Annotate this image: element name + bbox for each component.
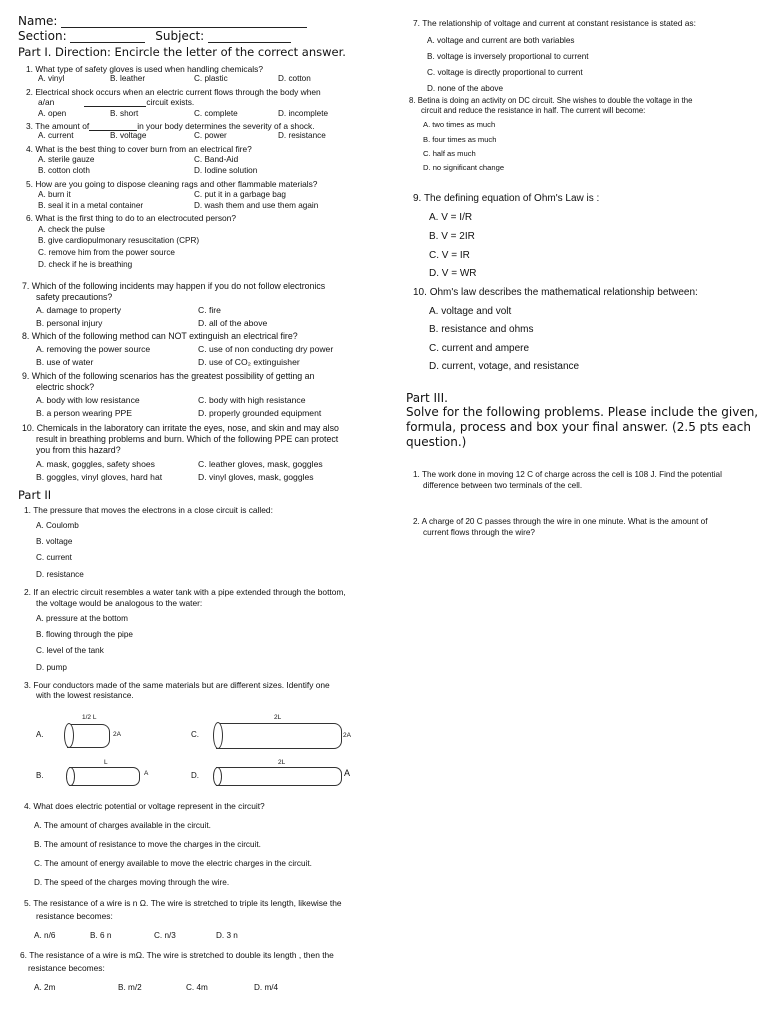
subject-label: Subject: bbox=[155, 29, 205, 43]
r-q7-opt-b[interactable]: B. voltage is inversely proportional to current bbox=[427, 52, 589, 61]
r-q9-opt-c[interactable]: C. V = IR bbox=[429, 250, 470, 261]
p2-q3-line2: with the lowest resistance. bbox=[36, 690, 134, 700]
p1-q1-opt-c[interactable]: C. plastic bbox=[194, 74, 228, 83]
p1-q4-opt-c[interactable]: C. Band-Aid bbox=[194, 155, 239, 164]
conductor-b-length: L bbox=[104, 759, 108, 766]
p2-q5-opt-a[interactable]: A. n/6 bbox=[34, 931, 56, 940]
r-q7: 7. The relationship of voltage and current at constant resistance is stated as: bbox=[413, 18, 696, 28]
p1-q3-blank[interactable] bbox=[89, 122, 137, 131]
p1-q7-opt-a[interactable]: A. damage to property bbox=[36, 305, 122, 315]
p1-q7-opt-c[interactable]: C. fire bbox=[198, 305, 221, 315]
r-q8-opt-c[interactable]: C. half as much bbox=[423, 149, 476, 158]
p3-problem-1: 1. The work done in moving 12 C of charge across the cell is 108 J. Find the potential bbox=[413, 470, 722, 479]
conductor-c-length: 2L bbox=[274, 714, 282, 721]
p2-q6: 6. The resistance of a wire is mΩ. The wire is stretched to double its length , then the bbox=[20, 950, 334, 960]
p2-q4-opt-b[interactable]: B. The amount of resistance to move the charges in the circuit. bbox=[34, 840, 261, 849]
p1-q9: 9. Which of the following scenarios has the greatest possibility of getting an bbox=[22, 371, 315, 381]
p2-q6-line2: resistance becomes: bbox=[28, 963, 105, 973]
p2-q1-opt-a[interactable]: A. Coulomb bbox=[36, 521, 79, 530]
p1-q10-opt-c[interactable]: C. leather gloves, mask, goggles bbox=[198, 459, 323, 469]
p2-q3: 3. Four conductors made of the same materials but are different sizes. Identify one bbox=[24, 680, 330, 690]
p1-q2-line2: a/an circuit exists. bbox=[38, 97, 195, 107]
p1-q2-opt-a[interactable]: A. open bbox=[38, 109, 67, 118]
p2-q5: 5. The resistance of a wire is n Ω. The wire is stretched to triple its length, likewise the bbox=[24, 898, 342, 908]
p2-q1: 1. The pressure that moves the electrons in a close circuit is called: bbox=[24, 505, 273, 515]
r-q7-opt-a[interactable]: A. voltage and current are both variables bbox=[427, 36, 575, 45]
conductor-a-letter[interactable]: A. bbox=[36, 730, 44, 739]
p1-q8-opt-b[interactable]: B. use of water bbox=[36, 357, 94, 367]
p1-q8: 8. Which of the following method can NOT extinguish an electrical fire? bbox=[22, 331, 298, 341]
p2-q2-opt-c[interactable]: C. level of the tank bbox=[36, 646, 104, 655]
conductor-a-length: 1/2 L bbox=[82, 714, 97, 721]
p3-problem-1-line2: difference between two terminals of the cell. bbox=[423, 481, 583, 490]
part1-title: Part I. Direction: Encircle the letter of the correct answer. bbox=[18, 45, 346, 59]
section-line bbox=[18, 29, 291, 43]
p3-problem-2: 2. A charge of 20 C passes through the wire in one minute. What is the amount of bbox=[413, 517, 708, 526]
p2-q2: 2. If an electric circuit resembles a water tank with a pipe extended through the bottom, bbox=[24, 587, 346, 597]
p1-q5-opt-d[interactable]: D. wash them and use them again bbox=[194, 201, 319, 210]
p1-q8-opt-d[interactable]: D. use of CO₂ extinguisher bbox=[198, 357, 300, 367]
p1-q9-opt-b[interactable]: B. a person wearing PPE bbox=[36, 408, 133, 418]
p1-q6-opt-d[interactable]: D. check if he is breathing bbox=[38, 260, 133, 269]
conductor-a-area: 2A bbox=[113, 731, 121, 738]
name-field[interactable] bbox=[61, 17, 307, 28]
r-q10-opt-d[interactable]: D. current, votage, and resistance bbox=[429, 361, 580, 372]
conductor-d bbox=[216, 767, 342, 786]
p2-q5-line2: resistance becomes: bbox=[36, 911, 113, 921]
r-q7-opt-d[interactable]: D. none of the above bbox=[427, 84, 504, 93]
r-q10-opt-c[interactable]: C. current and ampere bbox=[429, 343, 530, 354]
p1-q10-opt-a[interactable]: A. mask, goggles, safety shoes bbox=[36, 459, 155, 469]
p2-q2-line2: the voltage would be analogous to the water: bbox=[36, 598, 203, 608]
conductor-b bbox=[69, 767, 140, 786]
conductor-c-letter[interactable]: C. bbox=[191, 730, 199, 739]
r-q8-line2: circuit and reduce the resistance in half. The current will become: bbox=[421, 106, 646, 115]
conductor-c bbox=[216, 723, 342, 749]
section-field[interactable] bbox=[70, 32, 145, 43]
p1-q7-opt-b[interactable]: B. personal injury bbox=[36, 318, 103, 328]
p2-q2-opt-b[interactable]: B. flowing through the pipe bbox=[36, 630, 133, 639]
p1-q7: 7. Which of the following incidents may happen if you do not follow electronics bbox=[22, 281, 326, 291]
p1-q5-opt-c[interactable]: C. put it in a garbage bag bbox=[194, 190, 286, 199]
part3-title: Part III. bbox=[406, 391, 448, 405]
p1-q2-opt-b[interactable]: B. short bbox=[110, 109, 139, 118]
conductor-d-length: 2L bbox=[278, 759, 286, 766]
part3-instructions: Solve for the following problems. Please include the given, formula, process and box your final answer. (2.5 pts each question.) bbox=[406, 405, 759, 449]
p2-q1-opt-c[interactable]: C. current bbox=[36, 553, 72, 562]
r-q8: 8. Betina is doing an activity on DC circuit. She wishes to double the voltage in the bbox=[409, 96, 693, 105]
p2-q6-opt-c[interactable]: C. 4m bbox=[186, 983, 208, 992]
p2-q4-opt-c[interactable]: C. The amount of energy available to move the electric charges in the circuit. bbox=[34, 859, 312, 868]
p1-q9-opt-a[interactable]: A. body with low resistance bbox=[36, 395, 140, 405]
p1-q4-opt-a[interactable]: A. sterile gauze bbox=[38, 155, 95, 164]
r-q8-opt-d[interactable]: D. no significant change bbox=[423, 163, 505, 172]
conductor-b-area: A bbox=[144, 770, 149, 777]
p2-q2-opt-a[interactable]: A. pressure at the bottom bbox=[36, 614, 128, 623]
r-q10-opt-b[interactable]: B. resistance and ohms bbox=[429, 324, 534, 335]
p1-q2-blank[interactable] bbox=[84, 98, 146, 107]
conductor-b-end bbox=[66, 767, 75, 786]
p1-q5-opt-b[interactable]: B. seal it in a metal container bbox=[38, 201, 144, 210]
p1-q10: 10. Chemicals in the laboratory can irritate the eyes, nose, and skin and may also bbox=[22, 423, 339, 433]
r-q9-opt-b[interactable]: B. V = 2IR bbox=[429, 231, 475, 242]
p1-q3-opt-a[interactable]: A. current bbox=[38, 131, 74, 140]
r-q10-opt-a[interactable]: A. voltage and volt bbox=[429, 306, 512, 317]
conductor-a-end bbox=[64, 723, 74, 748]
p1-q8-opt-a[interactable]: A. removing the power source bbox=[36, 344, 151, 354]
conductor-d-area: A bbox=[344, 768, 351, 778]
r-q7-opt-c[interactable]: C. voltage is directly proportional to current bbox=[427, 68, 583, 77]
p1-q2-opt-d[interactable]: D. incomplete bbox=[278, 109, 329, 118]
p2-q5-opt-d[interactable]: D. 3 n bbox=[216, 931, 238, 940]
p1-q10-opt-d[interactable]: D. vinyl gloves, mask, goggles bbox=[198, 472, 314, 482]
p1-q1: 1. What type of safety gloves is used when handling chemicals? bbox=[26, 64, 263, 74]
p1-q6-opt-a[interactable]: A. check the pulse bbox=[38, 225, 105, 234]
p2-q1-opt-b[interactable]: B. voltage bbox=[36, 537, 73, 546]
r-q8-opt-b[interactable]: B. four times as much bbox=[423, 135, 497, 144]
r-q9-opt-a[interactable]: A. V = I/R bbox=[429, 212, 473, 223]
p2-q6-opt-b[interactable]: B. m/2 bbox=[118, 983, 142, 992]
p1-q4: 4. What is the best thing to cover burn from an electrical fire? bbox=[26, 144, 252, 154]
p2-q6-opt-d[interactable]: D. m/4 bbox=[254, 983, 279, 992]
conductor-b-letter[interactable]: B. bbox=[36, 771, 44, 780]
p1-q8-opt-c[interactable]: C. use of non conducting dry power bbox=[198, 344, 334, 354]
p2-q5-opt-c[interactable]: C. n/3 bbox=[154, 931, 176, 940]
p1-q5-opt-a[interactable]: A. burn it bbox=[38, 190, 71, 199]
p1-q2-opt-c[interactable]: C. complete bbox=[194, 109, 238, 118]
p2-q4: 4. What does electric potential or voltage represent in the circuit? bbox=[24, 801, 265, 811]
conductor-d-end bbox=[213, 767, 222, 786]
p1-q3-opt-b[interactable]: B. voltage bbox=[110, 131, 147, 140]
p1-q6-opt-c[interactable]: C. remove him from the power source bbox=[38, 248, 175, 257]
p1-q3-opt-c[interactable]: C. power bbox=[194, 131, 227, 140]
p1-q5: 5. How are you going to dispose cleaning rags and other flammable materials? bbox=[26, 179, 318, 189]
conductor-d-letter[interactable]: D. bbox=[191, 771, 199, 780]
p1-q6: 6. What is the first thing to do to an electrocuted person? bbox=[26, 213, 236, 223]
p1-q1-opt-a[interactable]: A. vinyl bbox=[38, 74, 65, 83]
p1-q10-opt-b[interactable]: B. goggles, vinyl gloves, hard hat bbox=[36, 472, 163, 482]
p1-q1-opt-d[interactable]: D. cotton bbox=[278, 74, 311, 83]
p1-q9-opt-c[interactable]: C. body with high resistance bbox=[198, 395, 306, 405]
p1-q4-opt-b[interactable]: B. cotton cloth bbox=[38, 166, 90, 175]
p1-q10-line3: you from this hazard? bbox=[36, 445, 121, 455]
conductor-c-area: 2A bbox=[343, 732, 351, 739]
p1-q2: 2. Electrical shock occurs when an electric current flows through the body when bbox=[26, 87, 321, 97]
p2-q5-opt-b[interactable]: B. 6 n bbox=[90, 931, 112, 940]
part2-title: Part II bbox=[18, 488, 52, 502]
name-label: Name: bbox=[18, 14, 58, 28]
p2-q6-opt-a[interactable]: A. 2m bbox=[34, 983, 56, 992]
r-q9: 9. The defining equation of Ohm's Law is : bbox=[413, 193, 600, 204]
p2-q2-opt-d[interactable]: D. pump bbox=[36, 663, 67, 672]
p2-q4-opt-a[interactable]: A. The amount of charges available in the circuit. bbox=[34, 821, 211, 830]
conductor-diagram bbox=[16, 712, 368, 792]
p1-q9-line2: electric shock? bbox=[36, 382, 95, 392]
r-q8-opt-a[interactable]: A. two times as much bbox=[423, 120, 496, 129]
name-line bbox=[18, 14, 307, 28]
p1-q4-opt-d[interactable]: D. Iodine solution bbox=[194, 166, 258, 175]
subject-field[interactable] bbox=[208, 32, 291, 43]
p1-q10-line2: result in breathing problems and burn. Which of the following PPE can protect bbox=[36, 434, 339, 444]
p1-q9-opt-d[interactable]: D. properly grounded equipment bbox=[198, 408, 322, 418]
p1-q7-line2: safety precautions? bbox=[36, 292, 113, 302]
conductor-c-end bbox=[213, 722, 223, 749]
p1-q7-opt-d[interactable]: D. all of the above bbox=[198, 318, 268, 328]
p1-q6-opt-b[interactable]: B. give cardiopulmonary resuscitation (CPR) bbox=[38, 236, 200, 245]
p2-q4-opt-d[interactable]: D. The speed of the charges moving through the wire. bbox=[34, 878, 230, 887]
section-label: Section: bbox=[18, 29, 67, 43]
r-q9-opt-d[interactable]: D. V = WR bbox=[429, 268, 477, 279]
p3-problem-2-line2: current flows through the wire? bbox=[423, 528, 535, 537]
r-q10: 10. Ohm's law describes the mathematical relationship between: bbox=[413, 287, 698, 298]
p2-q1-opt-d[interactable]: D. resistance bbox=[36, 570, 84, 579]
p1-q3-opt-d[interactable]: D. resistance bbox=[278, 131, 326, 140]
p1-q3: 3. The amount of in your body determines the severity of a shock. bbox=[26, 121, 315, 131]
p1-q1-opt-b[interactable]: B. leather bbox=[110, 74, 146, 83]
